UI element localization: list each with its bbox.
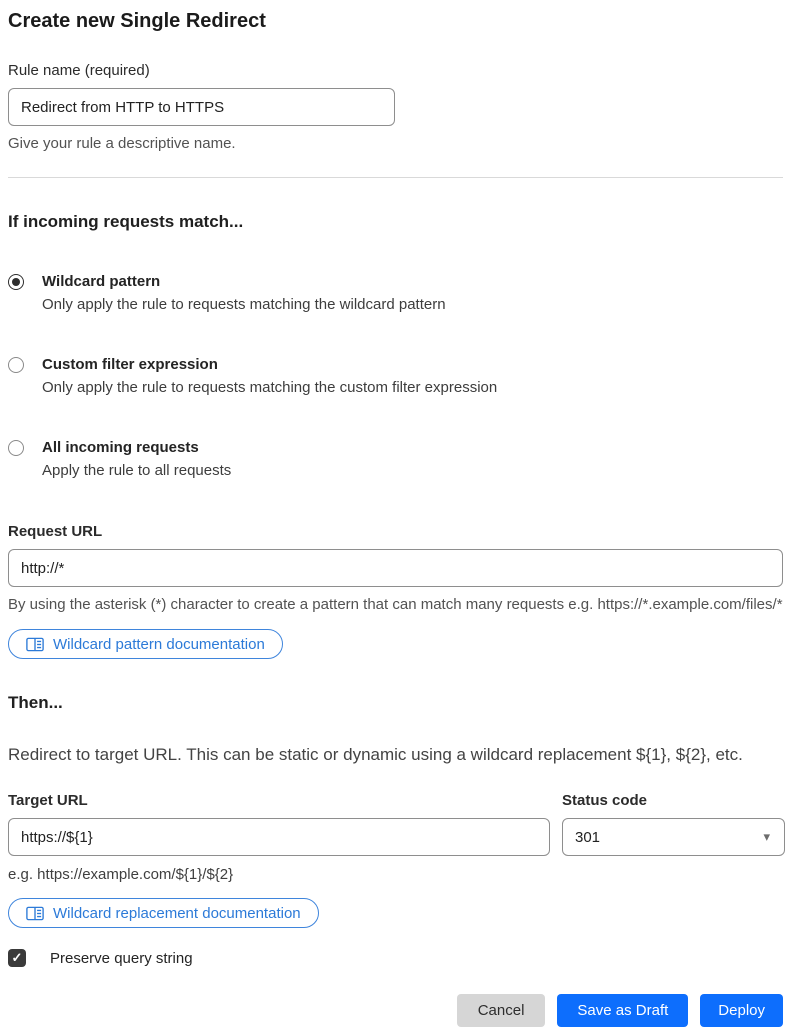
cancel-button[interactable]: Cancel xyxy=(457,994,546,1027)
status-code-select[interactable] xyxy=(562,818,785,856)
radio-unselected-icon[interactable] xyxy=(8,440,24,456)
rule-name-input[interactable] xyxy=(8,88,395,126)
save-as-draft-button[interactable]: Save as Draft xyxy=(557,994,688,1027)
rule-name-label: Rule name (required) xyxy=(8,62,150,79)
rule-name-field xyxy=(8,61,783,155)
wildcard-pattern-docs-label: Wildcard pattern documentation xyxy=(53,635,265,653)
match-type-radio-group xyxy=(8,271,783,482)
request-url-helper: By using the asterisk (*) character to create a pattern that can match many requests e.g. https://*.example.com/files/* xyxy=(8,596,783,613)
status-code-field xyxy=(562,791,785,885)
radio-selected-icon[interactable] xyxy=(8,274,24,290)
target-url-label: Target URL xyxy=(8,792,88,809)
preserve-query-checkbox-row[interactable] xyxy=(8,949,783,967)
page-title: Create new Single Redirect xyxy=(8,10,266,32)
radio-custom-filter-label: Custom filter expression xyxy=(42,356,218,373)
match-section-heading: If incoming requests match... xyxy=(8,212,244,231)
status-code-label: Status code xyxy=(562,792,648,809)
target-url-helper: e.g. https://example.com/${1}/${2} xyxy=(8,866,234,883)
checkmark-icon: ✓ xyxy=(11,950,23,965)
preserve-query-label: Preserve query string xyxy=(50,949,193,967)
radio-all-requests-desc: Apply the rule to all requests xyxy=(42,462,232,479)
radio-custom-filter-desc: Only apply the rule to requests matching the custom filter expression xyxy=(42,379,498,396)
target-status-row xyxy=(8,791,783,885)
then-section-heading: Then... xyxy=(8,693,63,712)
then-description: Redirect to target URL. This can be static or dynamic using a wildcard replacement ${1}, ${2}, etc. xyxy=(8,745,743,764)
radio-custom-filter-expression[interactable] xyxy=(8,354,783,399)
form-footer xyxy=(8,994,783,1027)
open-book-icon xyxy=(26,906,44,921)
deploy-button[interactable]: Deploy xyxy=(700,994,783,1027)
target-url-input[interactable] xyxy=(8,818,550,856)
radio-wildcard-pattern-desc: Only apply the rule to requests matching the wildcard pattern xyxy=(42,296,446,313)
wildcard-pattern-docs-button[interactable] xyxy=(8,629,283,659)
radio-all-incoming-requests[interactable] xyxy=(8,437,783,482)
request-url-input[interactable] xyxy=(8,549,783,587)
radio-wildcard-pattern[interactable] xyxy=(8,271,783,316)
radio-all-requests-label: All incoming requests xyxy=(42,439,199,456)
wildcard-replacement-docs-label: Wildcard replacement documentation xyxy=(53,904,301,922)
radio-unselected-icon[interactable] xyxy=(8,357,24,373)
checkbox-checked-icon[interactable] xyxy=(8,949,26,967)
target-url-field xyxy=(8,791,550,885)
request-url-label: Request URL xyxy=(8,523,103,540)
wildcard-replacement-docs-button[interactable] xyxy=(8,898,319,928)
request-url-field xyxy=(8,522,783,616)
status-code-value: 301 xyxy=(575,828,601,846)
chevron-down-icon: ▾ xyxy=(763,829,770,844)
rule-name-helper: Give your rule a descriptive name. xyxy=(8,135,236,152)
radio-wildcard-pattern-label: Wildcard pattern xyxy=(42,273,161,290)
open-book-icon xyxy=(26,637,44,652)
section-divider xyxy=(8,177,783,178)
